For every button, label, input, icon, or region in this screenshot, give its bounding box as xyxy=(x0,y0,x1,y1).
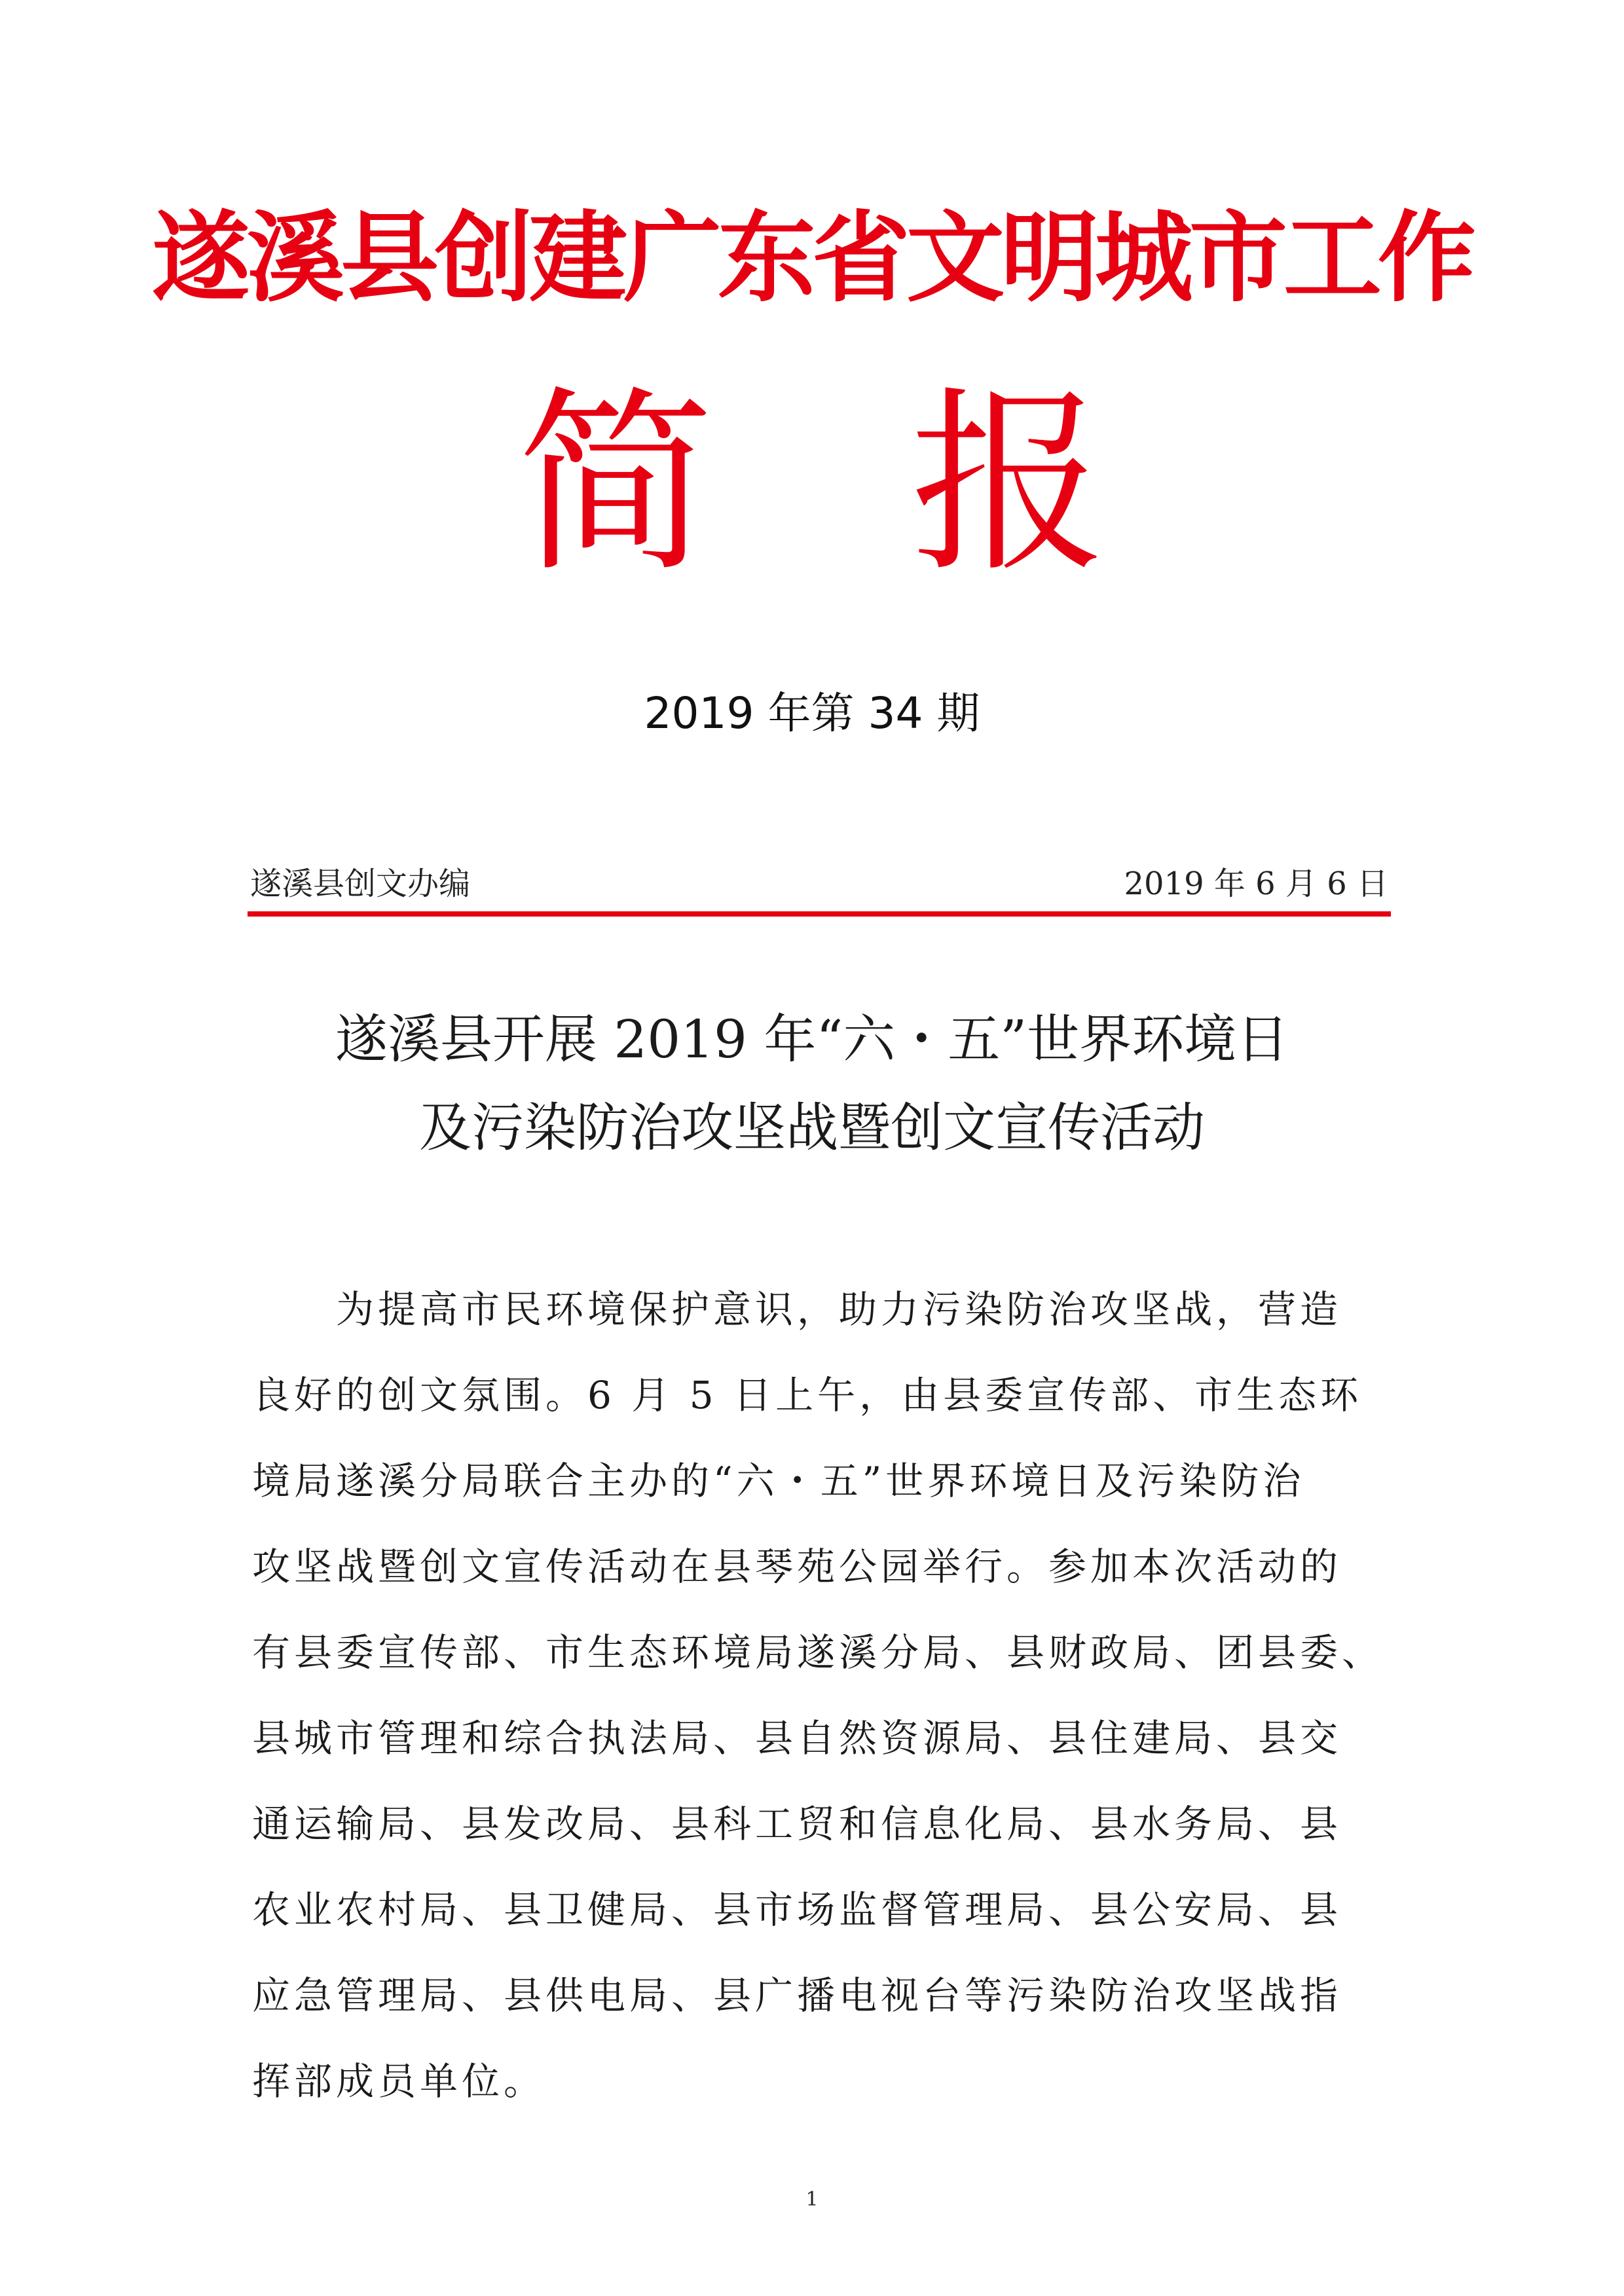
editor-date-row xyxy=(250,858,1388,910)
body-line: 境局遂溪分局联合主办的“六・五”世界环境日及污染防治 xyxy=(252,1459,1305,1503)
body-line: 应急管理局、县供电局、县广播电视台等污染防治攻坚战指 xyxy=(252,1973,1342,2018)
article-title xyxy=(0,995,1624,1172)
body-line: 良好的创文氛围。6 月 5 日上午，由县委宣传部、市生态环 xyxy=(252,1373,1363,1417)
masthead-char-bao: 报 xyxy=(910,370,1107,598)
editor-label: 遂溪县创文办编 xyxy=(250,866,471,902)
publish-date: 2019 年 6 月 6 日 xyxy=(1124,866,1388,902)
page-number: 1 xyxy=(805,2188,819,2211)
body-line: 挥部成员单位。 xyxy=(252,2059,546,2104)
masthead-title: 遂溪县创建广东省文明城市工作 xyxy=(151,202,1472,316)
body-line: 通运输局、县发改局、县科工贸和信息化局、县水务局、县 xyxy=(252,1802,1342,1846)
body-line: 攻坚战暨创文宣传活动在县琴苑公园举行。参加本次活动的 xyxy=(252,1544,1342,1589)
masthead-subtitle xyxy=(0,367,1624,602)
body-line: 农业农村局、县卫健局、县市场监督管理局、县公安局、县 xyxy=(252,1887,1342,1932)
body-line: 县城市管理和综合执法局、县自然资源局、县住建局、县交 xyxy=(252,1716,1342,1760)
article-body xyxy=(252,1267,1384,2124)
issue-number: 2019 年第 34 期 xyxy=(644,688,980,738)
body-line: 为提高市民环境保护意识，助力污染防治攻坚战，营造 xyxy=(252,1287,1342,1332)
masthead-char-jian: 简 xyxy=(517,370,714,598)
article-title-line: 遂溪县开展 2019 年“六・五”世界环境日 xyxy=(335,1009,1289,1070)
article-title-line: 及污染防治攻坚战暨创文宣传活动 xyxy=(419,1097,1205,1158)
body-line: 有县委宣传部、市生态环境局遂溪分局、县财政局、团县委、 xyxy=(252,1630,1384,1675)
red-divider xyxy=(248,911,1391,917)
